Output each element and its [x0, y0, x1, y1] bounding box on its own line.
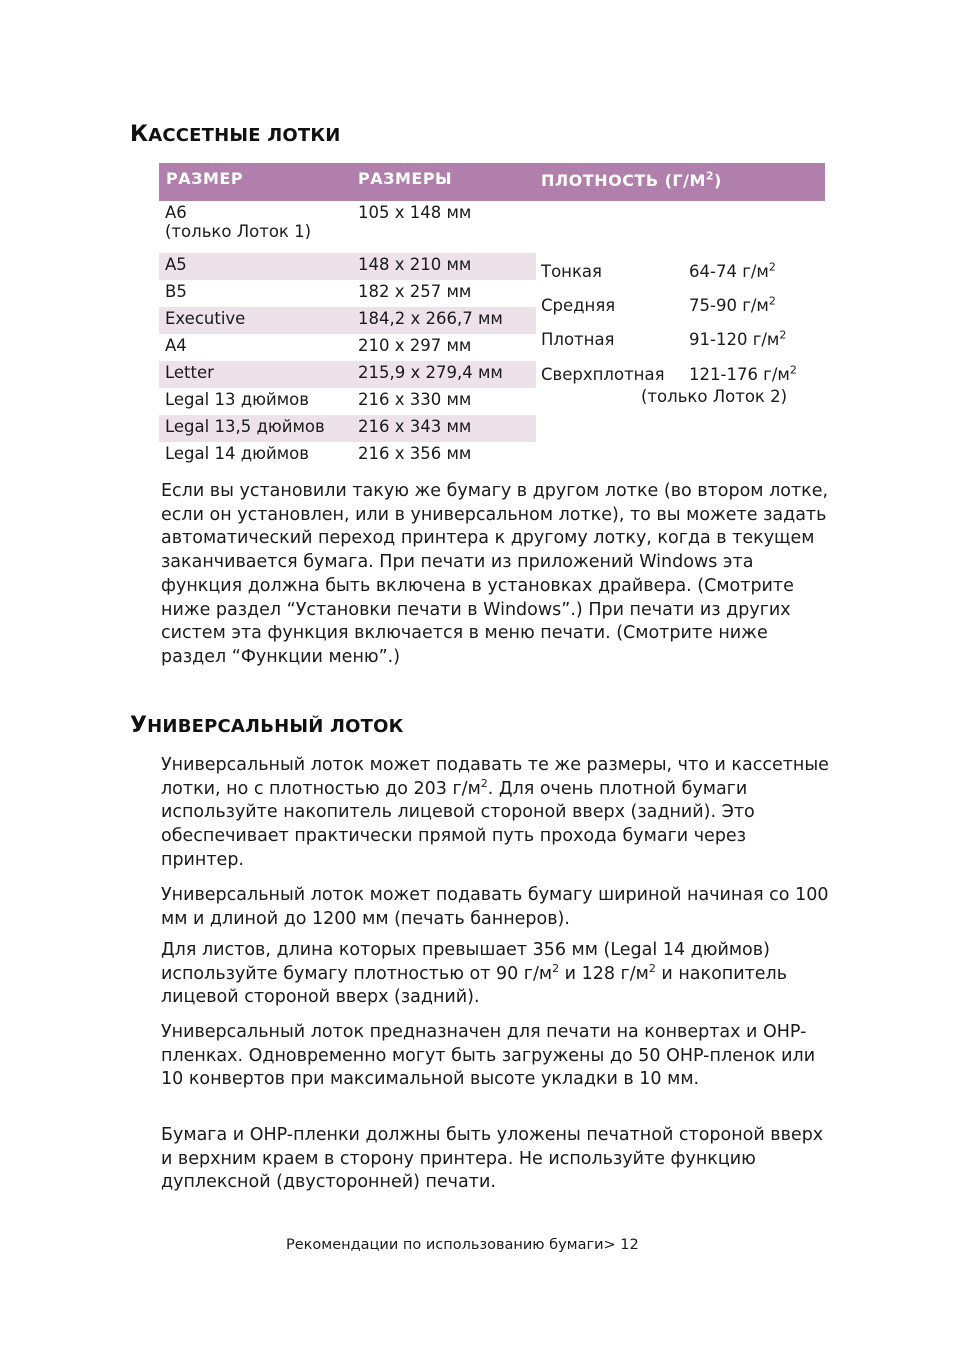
density-value: 75-90 $г/м^2$ [689, 294, 776, 315]
dims-cell: 216 x 356 мм [358, 444, 472, 463]
table-row [159, 361, 536, 388]
paragraph-envelopes: Универсальный лоток предназначен для печати на конвертах и OHP-пленках. Одновременно могут быть загружены до 50 OHP-пленок или 10 конвертов при максимальной высоте укладки в 10 мм. [161, 1022, 816, 1090]
size-cell: A4 [165, 336, 187, 355]
dims-cell: 216 x 330 мм [358, 390, 472, 409]
header-size: РАЗМЕР [166, 169, 244, 188]
size-cell: Legal 14 дюймов [165, 444, 309, 463]
size-cell: A5 [165, 255, 187, 274]
density-value: 64-74 $г/м^2$ [689, 260, 776, 281]
dims-cell: 105 x 148 мм [358, 203, 472, 222]
density-value: 91-120 $г/м^2$ [689, 328, 787, 349]
table-row [159, 253, 536, 280]
density-note: (только Лоток 2) [641, 387, 788, 406]
dims-cell: 182 x 257 мм [358, 282, 472, 301]
density-label: Плотная [541, 330, 615, 349]
dims-cell: 184,2 x 266,7 мм [358, 309, 503, 328]
page-footer: Рекомендации по использованию бумаги> 12 [286, 1237, 639, 1253]
density-label: Сверхплотная [541, 365, 665, 384]
paragraph-banner-sizes: Универсальный лоток может подавать бумагу шириной начиная со 100 мм и длиной до 1200 мм (печать баннеров). [161, 885, 829, 929]
paragraph-universal-tray-sizes: Универсальный лоток может подавать те же размеры, что и кассетные лотки, но с плотностью до 203 $г/м^2$. Для очень плотной бумаги используйте накопитель лицевой стороной вверх (задний). Это обеспечивает практически прямой путь прохода бумаги через принтер. [161, 755, 829, 870]
table-row [159, 201, 536, 253]
section-title-cassette-trays: КАССЕТНЫЕ ЛОТКИ [130, 122, 341, 147]
header-dims: РАЗМЕРЫ [358, 169, 453, 188]
dims-cell: 215,9 x 279,4 мм [358, 363, 503, 382]
size-cell: Legal 13,5 дюймов [165, 417, 325, 436]
dims-cell: 216 x 343 мм [358, 417, 472, 436]
dims-cell: 148 x 210 мм [358, 255, 472, 274]
section-title-universal-tray: УНИВЕРСАЛЬНЫЙ ЛОТОК [130, 713, 404, 738]
density-label: Средняя [541, 296, 616, 315]
size-cell: Executive [165, 309, 246, 328]
paragraph-long-sheets: Для листов, длина которых превышает 356 мм (Legal 14 дюймов) используйте бумагу плотностью от 90 $г/м^2$ и 128 $г/м^2$ и накопитель лицевой стороной вверх (задний). [161, 940, 788, 1008]
density-value: 121-176 $г/м^2$ [689, 363, 797, 384]
dims-cell: 210 x 297 мм [358, 336, 472, 355]
table-row [159, 307, 536, 334]
paragraph-loading: Бумага и OHP-пленки должны быть уложены печатной стороной вверх и верхним краем в сторону принтера. Не используйте функцию дуплексной (двусторонней) печати. [161, 1125, 824, 1193]
size-cell: A6 (только Лоток 1) [165, 203, 312, 241]
size-cell: Letter [165, 363, 214, 382]
table-row [159, 415, 536, 442]
table-row [159, 388, 536, 415]
density-label: Тонкая [541, 262, 602, 281]
table-row [159, 280, 536, 307]
table-header [159, 163, 825, 201]
size-cell: B5 [165, 282, 187, 301]
size-cell: Legal 13 дюймов [165, 390, 309, 409]
paragraph-tray-switch: Если вы установили такую же бумагу в другом лотке (во втором лотке, если он установлен, или в универсальном лотке), то вы можете задать автоматический переход принтера к другому лотку, когда в текущем заканчивается бумага. При печати из приложений Windows эта функция должна быть включена в установках драйвера. (Смотрите ниже раздел “Установки печати в Windows”.) При печати из других систем эта функция включается в меню печати. (Смотрите ниже раздел “Функции меню”.) [161, 481, 829, 667]
table-row [159, 442, 536, 469]
header-density: ПЛОТНОСТЬ $(Г/М^2)$ [541, 169, 722, 190]
table-row [159, 334, 536, 361]
